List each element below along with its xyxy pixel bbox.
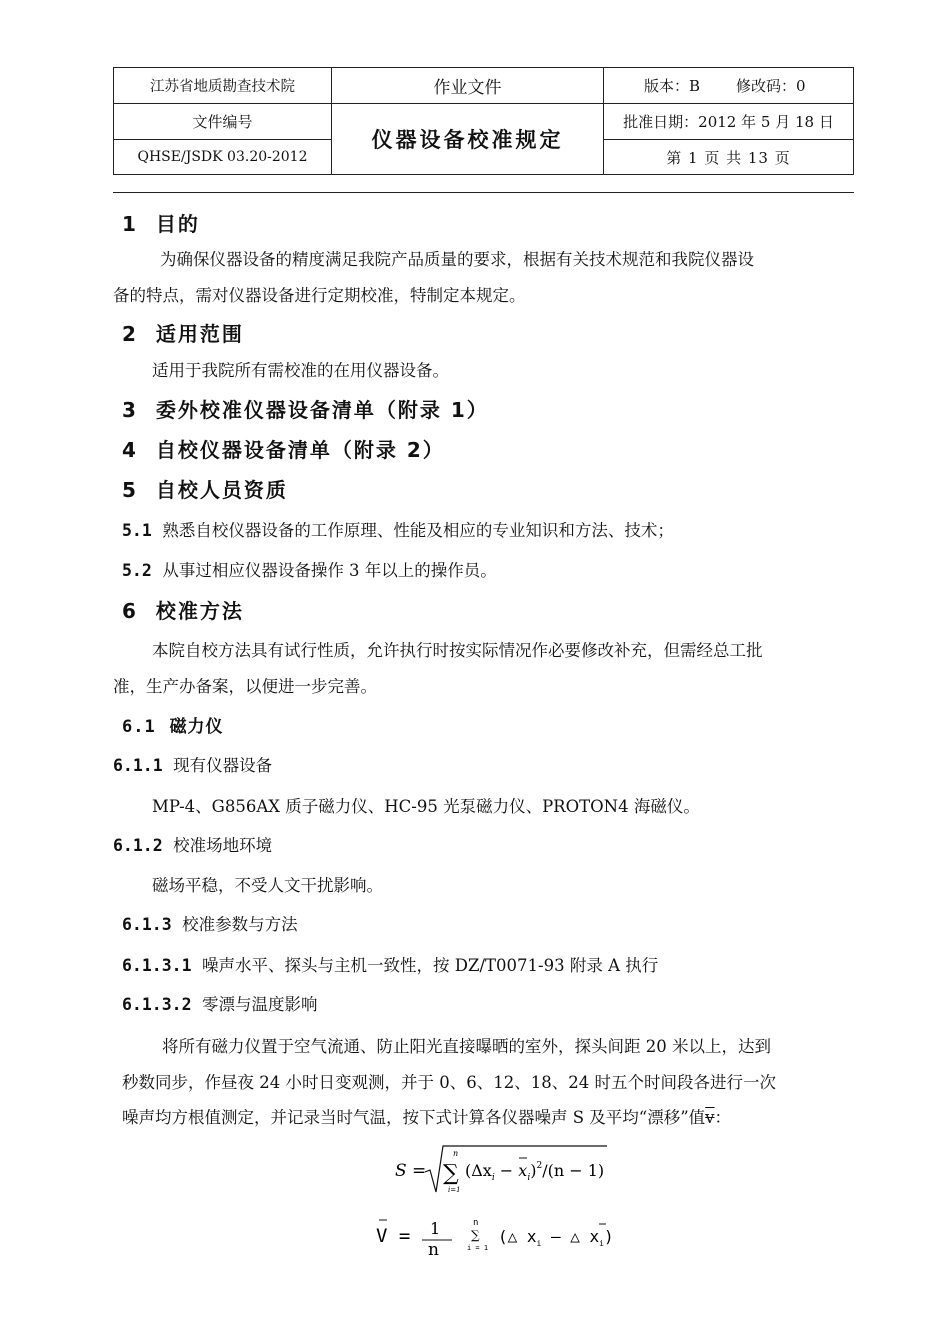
subsection-title: 校准参数与方法 [182,915,298,934]
subsection-number: 6.1.3 [122,915,172,934]
subsection-title: 现有仪器设备 [173,756,273,775]
subscript: i [536,1239,542,1248]
paragraph-line: 备的特点，需对仪器设备进行定期校准，特制定本规定。 [113,286,526,305]
sum-upper: n [473,1218,479,1228]
org-name: 江苏省地质勘查技术院 [114,68,332,104]
subsection-heading [122,911,298,935]
noise-formula [395,1140,625,1200]
section-heading [122,434,445,463]
subscript: i [599,1239,604,1248]
paragraph-line: 为确保仪器设备的精度满足我院产品质量的要求，根据有关技术规范和我院仪器设 [160,250,754,269]
formula-body [465,1161,604,1183]
section-number: 1 [122,212,138,236]
subsection-title: 磁力仪 [169,717,224,737]
formula-part: ) [603,1227,614,1246]
paragraph-line: 秒数同步，作昼夜 24 小时日变观测，并于 0、6、12、18、24 时五个时间段各进行一次 [122,1073,776,1092]
section-title: 适用范围 [155,322,244,346]
document-header-table [113,67,854,175]
paragraph-line: 磁场平稳，不受人文干扰影响。 [152,876,383,895]
formula-part: ) [530,1161,537,1180]
version: 版本：B [644,77,701,95]
formula-lhs: V = [376,1225,411,1247]
item-text: 熟悉自校仪器设备的工作原理、性能及相应的专业知识和方法、技术； [162,521,674,540]
fraction-numerator: 1 [430,1219,441,1238]
doc-title: 仪器设备校准规定 [332,104,604,174]
formula-part: (△ x [498,1227,537,1246]
section-number: 3 [122,398,138,422]
section-title: 目的 [155,212,200,236]
subsection-heading [122,712,224,737]
section-number: 2 [122,322,138,346]
file-no: QHSE/JSDK 03.20-2012 [114,140,332,174]
paragraph-line: 本院自校方法具有试行性质，允许执行时按实际情况作必要修改补充，但需经总工批 [152,641,763,660]
version-cell [604,68,853,104]
formula-part: /(n − 1) [542,1161,605,1180]
section-title: 校准方法 [155,599,244,623]
section-title: 委外校准仪器设备清单（附录 1） [155,398,489,422]
item-number: 5.2 [122,561,152,580]
section-title: 自校人员资质 [155,478,288,502]
approval-date: 批准日期：2012 年 5 月 18 日 [604,104,853,140]
section-title: 自校仪器设备清单（附录 2） [155,438,445,462]
drift-formula [370,1212,640,1258]
item-number: 6.1.3.1 [122,956,192,975]
item-text: 从事过相应仪器设备操作 3 年以上的操作员。 [162,561,497,580]
subscript: i [527,1173,531,1183]
divider [331,139,332,175]
list-item [122,952,658,976]
sigma-icon: ∑ [443,1161,459,1186]
item-text: 噪声水平、探头与主机一致性，按 DZ/T0071-93 附录 A 执行 [202,956,659,975]
subsection-heading [122,991,318,1015]
header-rule [113,192,854,193]
section-heading [122,595,244,624]
subsection-number: 6.1.1 [113,756,163,775]
subsection-title: 零漂与温度影响 [202,995,318,1014]
section-heading [122,394,489,423]
section-heading [122,208,200,237]
formula-part: – △ x [541,1227,600,1246]
paragraph-line: 适用于我院所有需校准的在用仪器设备。 [152,361,449,380]
subscript: i [491,1173,495,1183]
section-heading [122,318,244,347]
list-item [122,557,497,581]
fraction-denominator: n [428,1240,439,1258]
file-no-label: 文件编号 [114,104,332,140]
subsection-heading [113,752,272,776]
section-number: 5 [122,478,138,502]
paragraph-text: 噪声均方根值测定，并记录当时气温，按下式计算各仪器噪声 S 及平均“漂移”值 [122,1108,706,1127]
formula-body [498,1227,614,1248]
paragraph-line: 将所有磁力仪置于空气流通、防止阳光直接曝晒的室外，探头间距 20 米以上，达到 [162,1037,771,1056]
paragraph-line: MP-4、G856AX 质子磁力仪、HC-95 光泵磁力仪、PROTON4 海磁仪。 [152,797,700,816]
subsection-title: 校准场地环境 [173,836,273,855]
formula-part: (Δx [465,1161,492,1180]
subsection-number: 6.1.3.2 [122,995,192,1014]
sum-lower: i = 1 [467,1244,489,1252]
subsection-number: 6.1 [122,717,156,737]
page-number: 第 1 页 共 13 页 [666,148,791,167]
subsection-heading [113,832,272,856]
paragraph-line: 准，生产办备案，以便进一步完善。 [113,677,377,696]
revision: 修改码：0 [736,77,806,95]
colon: ： [714,1108,731,1127]
section-heading [122,474,288,503]
doc-type: 作业文件 [332,68,604,104]
paragraph-line [122,1104,731,1128]
exponent: 2 [536,1161,543,1171]
drift-symbol: v [705,1108,715,1127]
section-number: 4 [122,438,138,462]
list-item [122,517,674,541]
sigma-icon: ∑ [471,1228,480,1242]
section-number: 6 [122,599,138,623]
sum-upper: n [453,1149,459,1158]
formula-lhs: S = [395,1161,427,1181]
subsection-number: 6.1.2 [113,836,163,855]
item-number: 5.1 [122,521,152,540]
sum-lower: i=1 [448,1186,461,1194]
formula-part: − x [494,1161,528,1180]
